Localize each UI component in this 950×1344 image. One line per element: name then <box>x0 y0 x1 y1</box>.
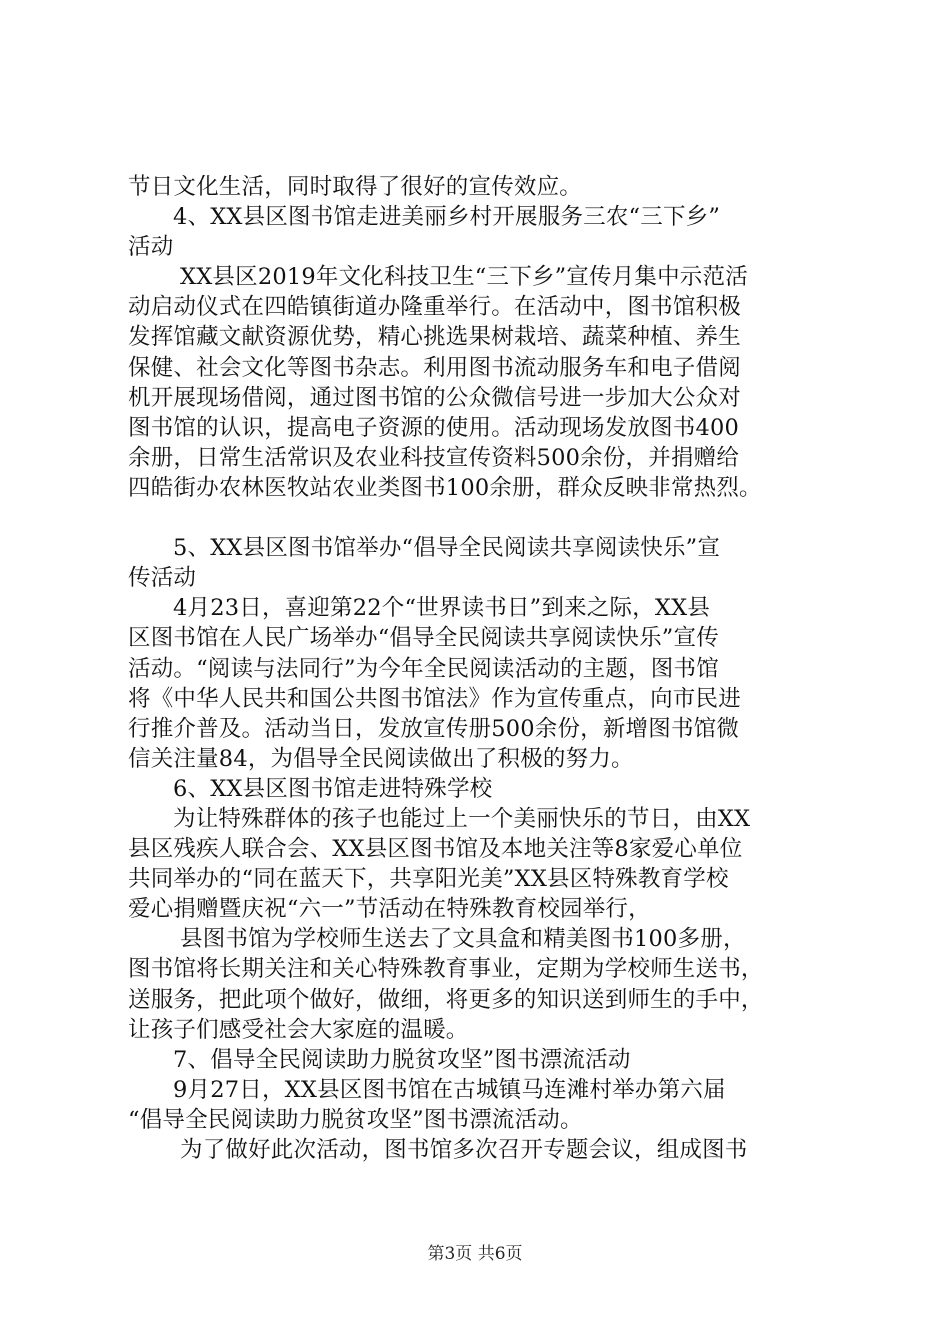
text-line: 动启动仪式在四皓镇街道办隆重举行。在活动中，图书馆积极 <box>128 294 741 321</box>
text-line: 县区残疾人联合会、XX县区图书馆及本地关注等8家爱心单位 <box>128 836 743 863</box>
text-line: 活动。“阅读与法同行”为今年全民阅读活动的主题，图书馆 <box>128 655 719 682</box>
text-line: 为让特殊群体的孩子也能过上一个美丽快乐的节日，由XX <box>173 805 751 832</box>
text-line: 送服务，把此项个做好，做细，将更多的知识送到师生的手中， <box>128 986 764 1013</box>
text-line: 机开展现场借阅，通过图书馆的公众微信号进一步加大公众对 <box>128 384 741 411</box>
text-line: 共同举办的“同在蓝天下，共享阳光美”XX县区特殊教育学校 <box>128 866 729 893</box>
page-number-footer: 第3页 共6页 <box>427 1244 523 1264</box>
text-line: XX县区2019年文化科技卫生“三下乡”宣传月集中示范活 <box>180 264 748 291</box>
text-line: 爱心捐赠暨庆祝“六一”节活动在特殊教育校园举行， <box>128 896 651 923</box>
blank-line <box>128 503 858 533</box>
text-line: 9月27日，XX县区图书馆在古城镇马连滩村举办第六届 <box>173 1076 726 1103</box>
text-line: 让孩子们感受社会大家庭的温暖。 <box>128 1016 469 1043</box>
section-heading: 4、XX县区图书馆走进美丽乡村开展服务三农“三下乡” <box>173 204 721 231</box>
text-line: 将《中华人民共和国公共图书馆法》作为宣传重点，向市民进 <box>128 685 741 712</box>
text-line: 图书馆的认识，提高电子资源的使用。活动现场发放图书400 <box>128 414 740 441</box>
text-line: 为了做好此次活动，图书馆多次召开专题会议，组成图书 <box>180 1137 748 1163</box>
section-heading: 6、XX县区图书馆走进特殊学校 <box>173 775 493 802</box>
body-text <box>128 172 858 1165</box>
text-line: 图书馆将长期关注和关心特殊教育事业，定期为学校师生送书， <box>128 956 764 983</box>
text-line: 节日文化生活，同时取得了很好的宣传效应。 <box>128 174 583 200</box>
section-heading-cont: 传活动 <box>128 565 197 592</box>
text-line: 四皓街办农林医牧站农业类图书100余册，群众反映非常热烈。 <box>128 474 762 501</box>
text-line: 区图书馆在人民广场举办“倡导全民阅读共享阅读快乐”宣传 <box>128 625 719 652</box>
text-line: 县图书馆为学校师生送去了文具盒和精美图书100多册， <box>180 926 746 953</box>
section-heading-cont: 活动 <box>128 234 174 261</box>
text-line: 4月23日，喜迎第22个“世界读书日”到来之际，XX县 <box>173 595 711 622</box>
text-line: 发挥馆藏文献资源优势，精心挑选果树栽培、蔬菜种植、养生 <box>128 324 741 351</box>
text-line: 保健、社会文化等图书杂志。利用图书流动服务车和电子借阅 <box>128 354 741 381</box>
section-heading: 5、XX县区图书馆举办“倡导全民阅读共享阅读快乐”宣 <box>173 535 721 562</box>
text-line: 行推介普及。活动当日，发放宣传册500余份，新增图书馆微 <box>128 715 740 742</box>
section-heading: 7、倡导全民阅读助力脱贫攻坚”图书漂流活动 <box>173 1046 631 1073</box>
text-line: 信关注量84，为倡导全民阅读做出了积极的努力。 <box>128 745 634 772</box>
text-line: “倡导全民阅读助力脱贫攻坚”图书漂流活动。 <box>128 1106 583 1133</box>
text-line: 余册，日常生活常识及农业科技宣传资料500余份，并捐赠给 <box>128 444 740 471</box>
